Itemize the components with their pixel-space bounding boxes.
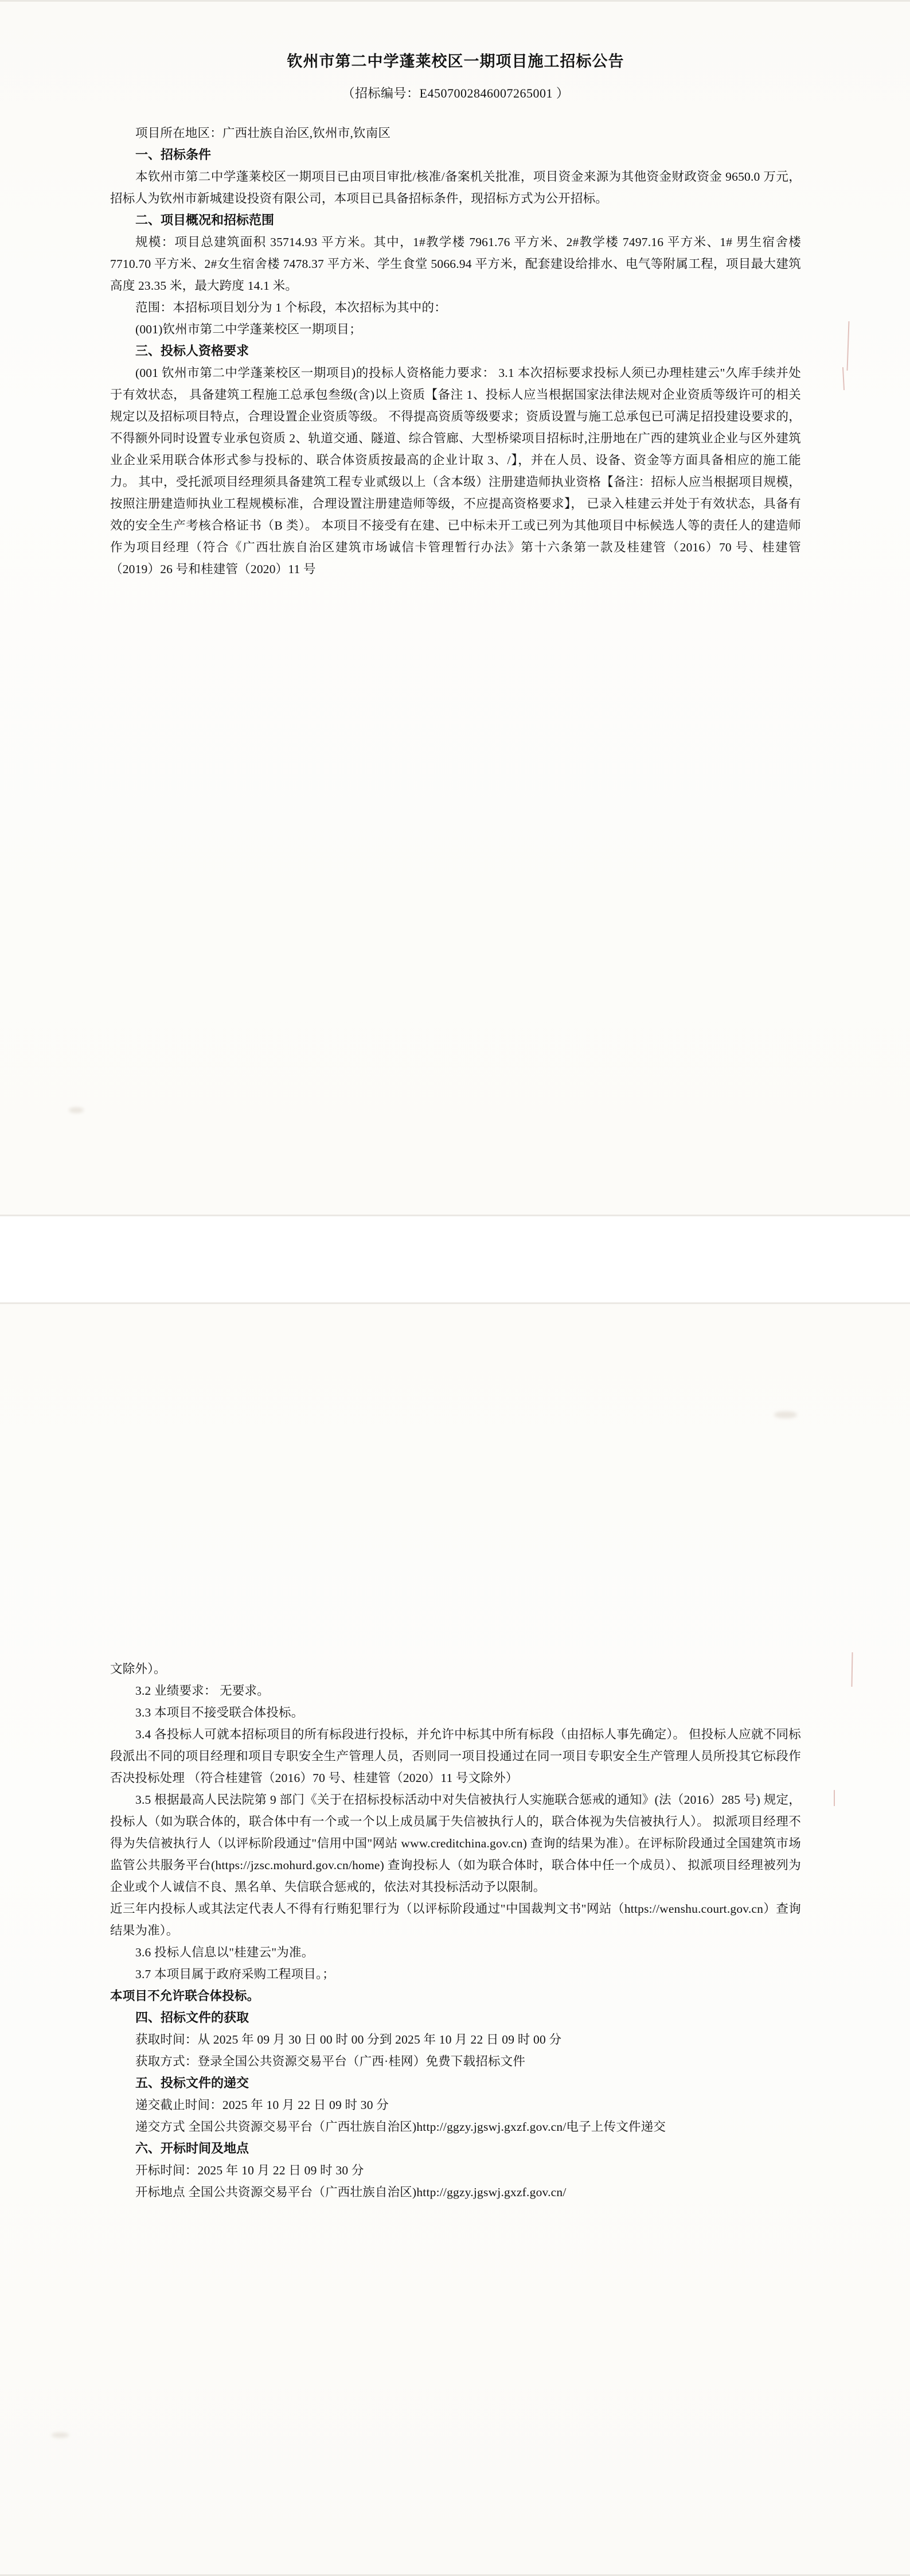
- sheet-2-content: [110, 1658, 801, 2203]
- document-title: 钦州市第二中学蓬莱校区一期项目施工招标公告: [287, 53, 624, 70]
- section-2-heading: 二、项目概况和招标范围: [135, 213, 275, 227]
- project-location: 项目所在地区：广西壮族自治区,钦州市,钦南区: [135, 126, 391, 140]
- scan-smudge-icon: [774, 1411, 797, 1418]
- document-sheet-2: [0, 1302, 910, 2576]
- section-5-deadline: 递交截止时间：2025 年 10 月 22 日 09 时 30 分: [135, 2098, 389, 2112]
- no-consortium-note: 本项目不允许联合体投标。: [110, 1989, 260, 2003]
- section-4-time: 获取时间：从 2025 年 09 月 30 日 00 时 00 分到 2025 年 10 月 22 日 09 时 00 分: [135, 2033, 562, 2046]
- clause-3-4: 3.4 各投标人可就本招标项目的所有标段进行投标，并允许中标其中所有标段（由招标人事先确定）。 但投标人应就不同标段派出不同的项目经理和项目专职安全生产管理人员，否则同一项目投通过在同一项目专职安全生产管理人员所投其它标段作否决投标处理 （符合桂建管（2016）70 号、桂建管（2020）11 号文除外）: [110, 1727, 801, 1785]
- clause-3-3: 3.3 本项目不接受联合体投标。: [135, 1706, 304, 1719]
- sheet-2-top-edge: [0, 1302, 910, 1304]
- clause-3-2: 3.2 业绩要求： 无要求。: [135, 1684, 270, 1698]
- clause-3-5: 3.5 根据最高人民法院第 9 部门《关于在招标投标活动中对失信被执行人实施联合惩戒的通知》(法（2016）285 号) 规定， 投标人（如为联合体的，联合体中有一个或一个以上成员属于失信被执行人的，联合体视为失信被执行人）。 拟派项目经理不得为失信被执行人（以评标阶段通过"信用中国"网站 www.creditchina.gov.cn) 查询的结果为准）。在评标阶段通过全国建筑市场监管公共服务平台(https://jzsc.mohurd.gov.cn/home) 查询投标人（如为联合体时，联合体中任一个成员）、 拟派项目经理被列为企业或个人诚信不良、黑名单、失信联合惩戒的，依法对其投标活动予以限制。: [110, 1793, 801, 1894]
- sheet-top-edge: [0, 0, 910, 2]
- section-6-time: 开标时间：2025 年 10 月 22 日 09 时 30 分: [135, 2163, 364, 2177]
- clause-3-6: 3.6 投标人信息以"桂建云"为准。: [135, 1945, 314, 1959]
- section-3-heading: 三、投标人资格要求: [135, 344, 249, 358]
- scan-smudge-icon: [69, 1107, 84, 1113]
- section-2-scope: 范围：本招标项目划分为 1 个标段，本次招标为其中的：: [135, 301, 447, 314]
- section-1-body: 本钦州市第二中学蓬莱校区一期项目已由项目审批/核准/备案机关批准，项目资金来源为其他资金财政资金 9650.0 万元，招标人为钦州市新城建设投资有限公司，本项目已具备招标条件，现招标方式为公开招标。: [110, 170, 801, 205]
- scan-mark-icon: [834, 1790, 835, 1806]
- sheet-1-content: [110, 49, 801, 580]
- clause-3-7: 3.7 本项目属于政府采购工程项目。；: [135, 1967, 335, 1981]
- section-5-method: 递交方式 全国公共资源交易平台（广西壮族自治区)http://ggzy.jgswj.gxzf.gov.cn/电子上传文件递交: [135, 2120, 666, 2134]
- continuation-text: 文除外）。: [110, 1662, 166, 1676]
- section-6-place: 开标地点 全国公共资源交易平台（广西壮族自治区)http://ggzy.jgswj.gxzf.gov.cn/: [135, 2185, 567, 2199]
- document-sheet-1: [0, 0, 910, 1216]
- section-5-heading: 五、投标文件的递交: [135, 2076, 249, 2090]
- page-separator-gap: [0, 1216, 910, 1302]
- section-3-qualification: (001 钦州市第二中学蓬莱校区一期项目)的投标人资格能力要求： 3.1 本次招标要求投标人须已办理桂建云"久库手续并处于有效状态， 具备建筑工程施工总承包叁级(含)以上资质【备注 1、投标人应当根据国家法律法规对企业资质等级许可的相关规定以及招标项目特点，合理设置企业资质等级。 不得提高资质等级要求；资质设置与施工总承包已可满足招投建设要求的，不得额外同时设置专业承包资质 2、轨道交通、隧道、综合管廊、大型桥梁项目招标时,注册地在广西的建筑业企业与区外建筑业企业采用联合体形式参与投标的、联合体资质按最高的企业计取 3、/】，并在人员、设备、资金等方面具备相应的施工能力。 其中，受托派项目经理须具备建筑工程专业贰级以上（含本级）注册建造师执业资格【备注：招标人应当根据项目规模，按照注册建造师执业工程规模标准，合理设置注册建造师等级，不应提高资格要求】， 已录入桂建云并处于有效状态，具备有效的安全生产考核合格证书（B 类）。 本项目不接受有在建、已中标未开工或已列为其他项目中标候选人等的责任人的建造师作为项目经理（符合《广西壮族自治区建筑市场诚信卡管理暂行办法》第十六条第一款及桂建管（2016）70 号、桂建管（2019）26 号和桂建管（2020）11 号: [110, 366, 801, 576]
- scan-smudge-icon: [52, 2433, 69, 2438]
- section-2-scale: 规模：项目总建筑面积 35714.93 平方米。其中，1#教学楼 7961.76 平方米、2#教学楼 7497.16 平方米、1# 男生宿舍楼 7710.70 平方米、2#女生宿舍楼 7478.37 平方米、学生食堂 5066.94 平方米，配套建设给排水、电气等附属工程，项目最大建筑高度 23.35 米，最大跨度 14.1 米。: [110, 235, 801, 293]
- section-2-lot-001: (001)钦州市第二中学蓬莱校区一期项目；: [135, 322, 362, 336]
- section-6-heading: 六、开标时间及地点: [135, 2141, 249, 2155]
- section-4-method: 获取方式：登录全国公共资源交易平台（广西·桂网）免费下载招标文件: [135, 2054, 526, 2068]
- clause-3-5-extra: 近三年内投标人或其法定代表人不得有行贿犯罪行为（以评标阶段通过"中国裁判文书"网站（https://wenshu.court.gov.cn）查询结果为准）。: [110, 1902, 801, 1937]
- section-4-heading: 四、招标文件的获取: [135, 2010, 249, 2025]
- document-subtitle: （招标编号：E4507002846007265001 ）: [342, 86, 569, 100]
- section-1-heading: 一、招标条件: [135, 147, 212, 162]
